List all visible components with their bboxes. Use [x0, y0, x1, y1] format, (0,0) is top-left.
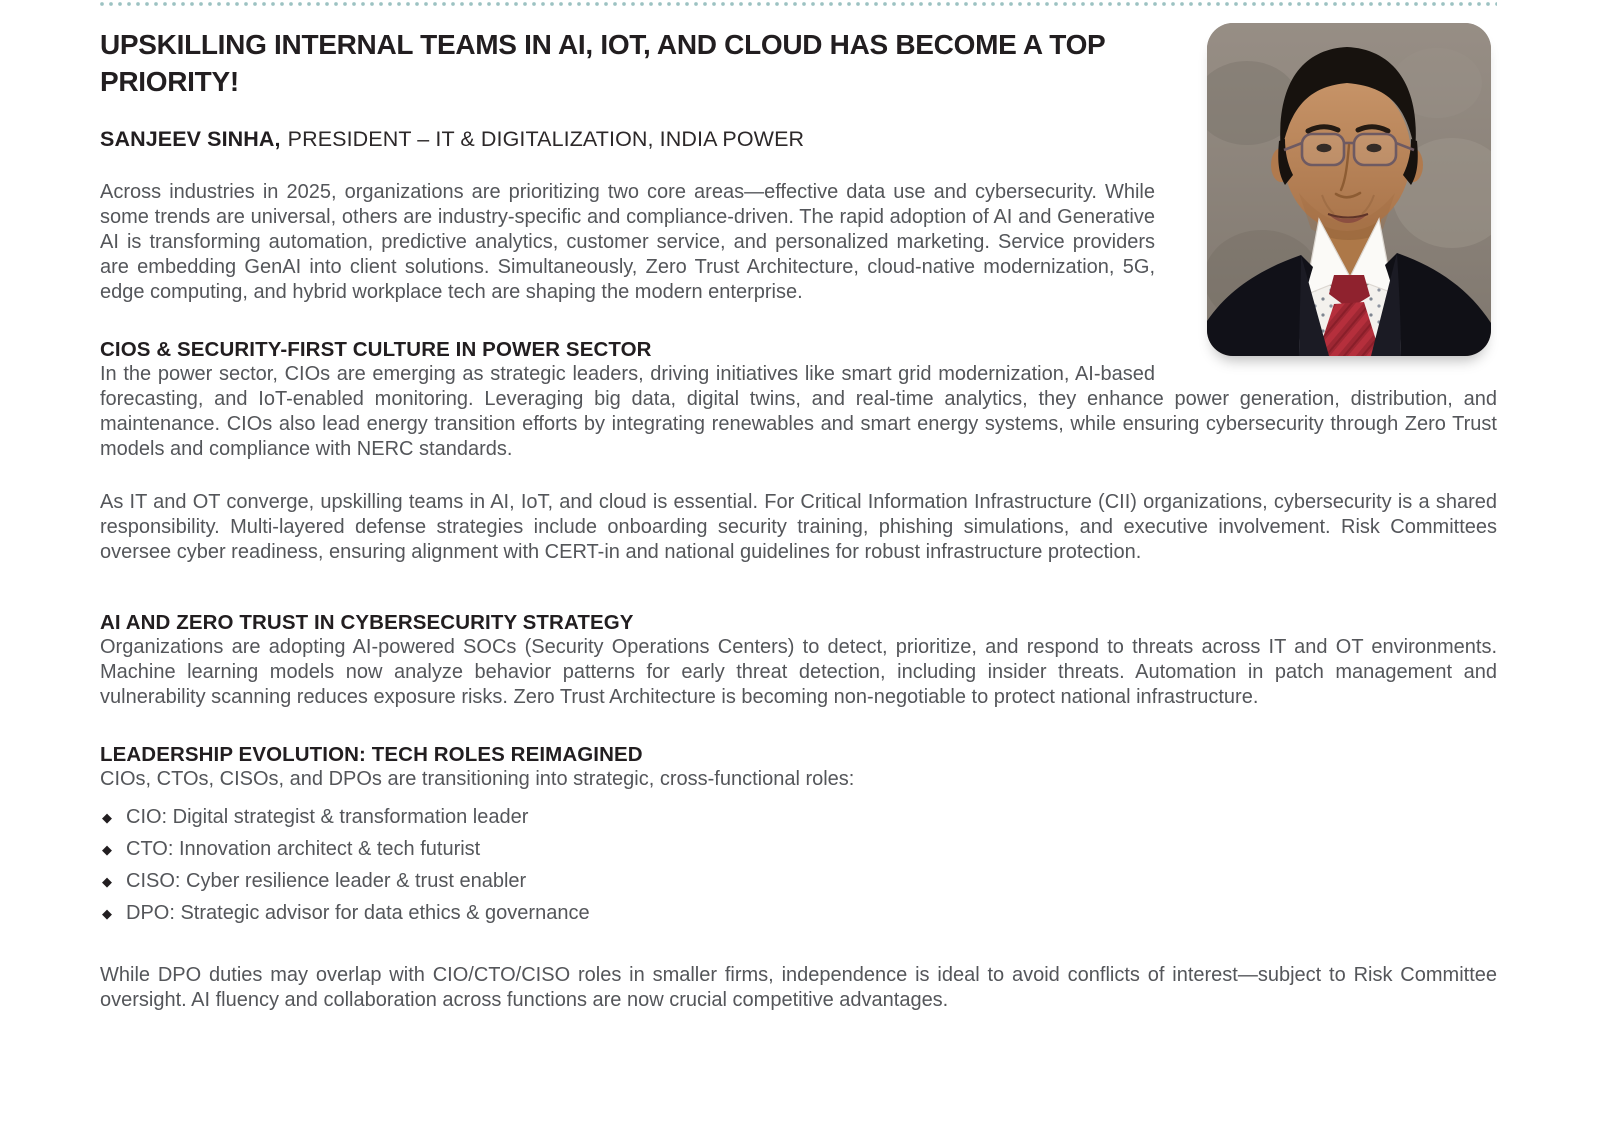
role-list — [100, 802, 1497, 930]
portrait-illustration — [1207, 23, 1491, 356]
diamond-bullet-icon: ◆ — [102, 842, 112, 857]
section-heading: CIOS & SECURITY-FIRST CULTURE IN POWER SECTOR — [100, 338, 652, 361]
diamond-bullet-icon: ◆ — [102, 906, 112, 921]
title-line-1: UPSKILLING INTERNAL TEAMS IN AI, IOT, AND CLOUD HAS BECOME A TOP — [100, 29, 1106, 60]
list-item — [100, 898, 1497, 930]
list-item — [100, 866, 1497, 898]
dotted-top-rule — [100, 2, 1497, 6]
section-paragraph: As IT and OT converge, upskilling teams in AI, IoT, and cloud is essential. For Critical Information Infrastructure (CII) organizations, cybersecurity is a shared responsibility. Multi-layered defense strategies include onboarding security training, phishing simulations, and executive involvement. Risk Committees oversee cyber readiness, ensuring alignment with CERT-in and national guidelines for robust infrastructure protection. — [100, 491, 1497, 563]
author-role: PRESIDENT – IT & DIGITALIZATION, INDIA POWER — [287, 127, 805, 151]
diamond-bullet-icon: ◆ — [102, 874, 112, 889]
section-heading: AI AND ZERO TRUST IN CYBERSECURITY STRATEGY — [100, 611, 634, 634]
section-power-sector — [100, 337, 1497, 565]
section-paragraph: In the power sector, CIOs are emerging as strategic leaders, driving initiatives like smart grid modernization, AI-based forecasting, and IoT-enabled monitoring. Leveraging big data, digital twins, and real-time analytics, they enhance power generation, distribution, and maintenance. CIOs also lead energy transition efforts by integrating renewables and smart energy systems, while ensuring cybersecurity through Zero Trust models and compliance with NERC standards. — [100, 363, 1497, 460]
section-heading: LEADERSHIP EVOLUTION: TECH ROLES REIMAGINED — [100, 743, 643, 766]
list-item — [100, 834, 1497, 866]
intro-paragraph: Across industries in 2025, organizations are prioritizing two core areas—effective data use and cybersecurity. While some trends are universal, others are industry-specific and compliance-driven. The rapid adoption of AI and Generative AI is transforming automation, predictive analytics, customer service, and personalized marketing. Service providers are embedding GenAI into client solutions. Simultaneously, Zero Trust Architecture, cloud-native modernization, 5G, edge computing, and hybrid workplace tech are shaping the modern enterprise. — [100, 181, 1155, 303]
author-name: SANJEEV SINHA, — [100, 127, 281, 151]
list-item — [100, 802, 1497, 834]
diamond-bullet-icon: ◆ — [102, 810, 112, 825]
title-line-2: PRIORITY! — [100, 66, 239, 97]
closing-paragraph: While DPO duties may overlap with CIO/CTO/CISO roles in smaller firms, independence is ideal to avoid conflicts of interest—subject to Risk Committee oversight. AI fluency and collaboration across functions are now crucial competitive advantages. — [100, 964, 1497, 1011]
section-leadership-evolution — [100, 742, 1497, 930]
list-item-text: CIO: Digital strategist & transformation leader — [126, 806, 529, 828]
section-paragraph: Organizations are adopting AI-powered SOCs (Security Operations Centers) to detect, prioritize, and respond to threats across IT and OT environments. Machine learning models now analyze behavior patterns for early threat detection, including insider threats. Automation in patch management and vulnerability scanning reduces exposure risks. Zero Trust Architecture is becoming non-negotiable to protect national infrastructure. — [100, 636, 1497, 708]
list-item-text: DPO: Strategic advisor for data ethics & governance — [126, 902, 590, 924]
list-item-text: CISO: Cyber resilience leader & trust enabler — [126, 870, 527, 892]
headshot-photo — [1207, 23, 1491, 356]
section-paragraph: CIOs, CTOs, CISOs, and DPOs are transitioning into strategic, cross-functional roles: — [100, 768, 855, 790]
section-ai-zero-trust — [100, 610, 1497, 710]
list-item-text: CTO: Innovation architect & tech futurist — [126, 838, 481, 860]
